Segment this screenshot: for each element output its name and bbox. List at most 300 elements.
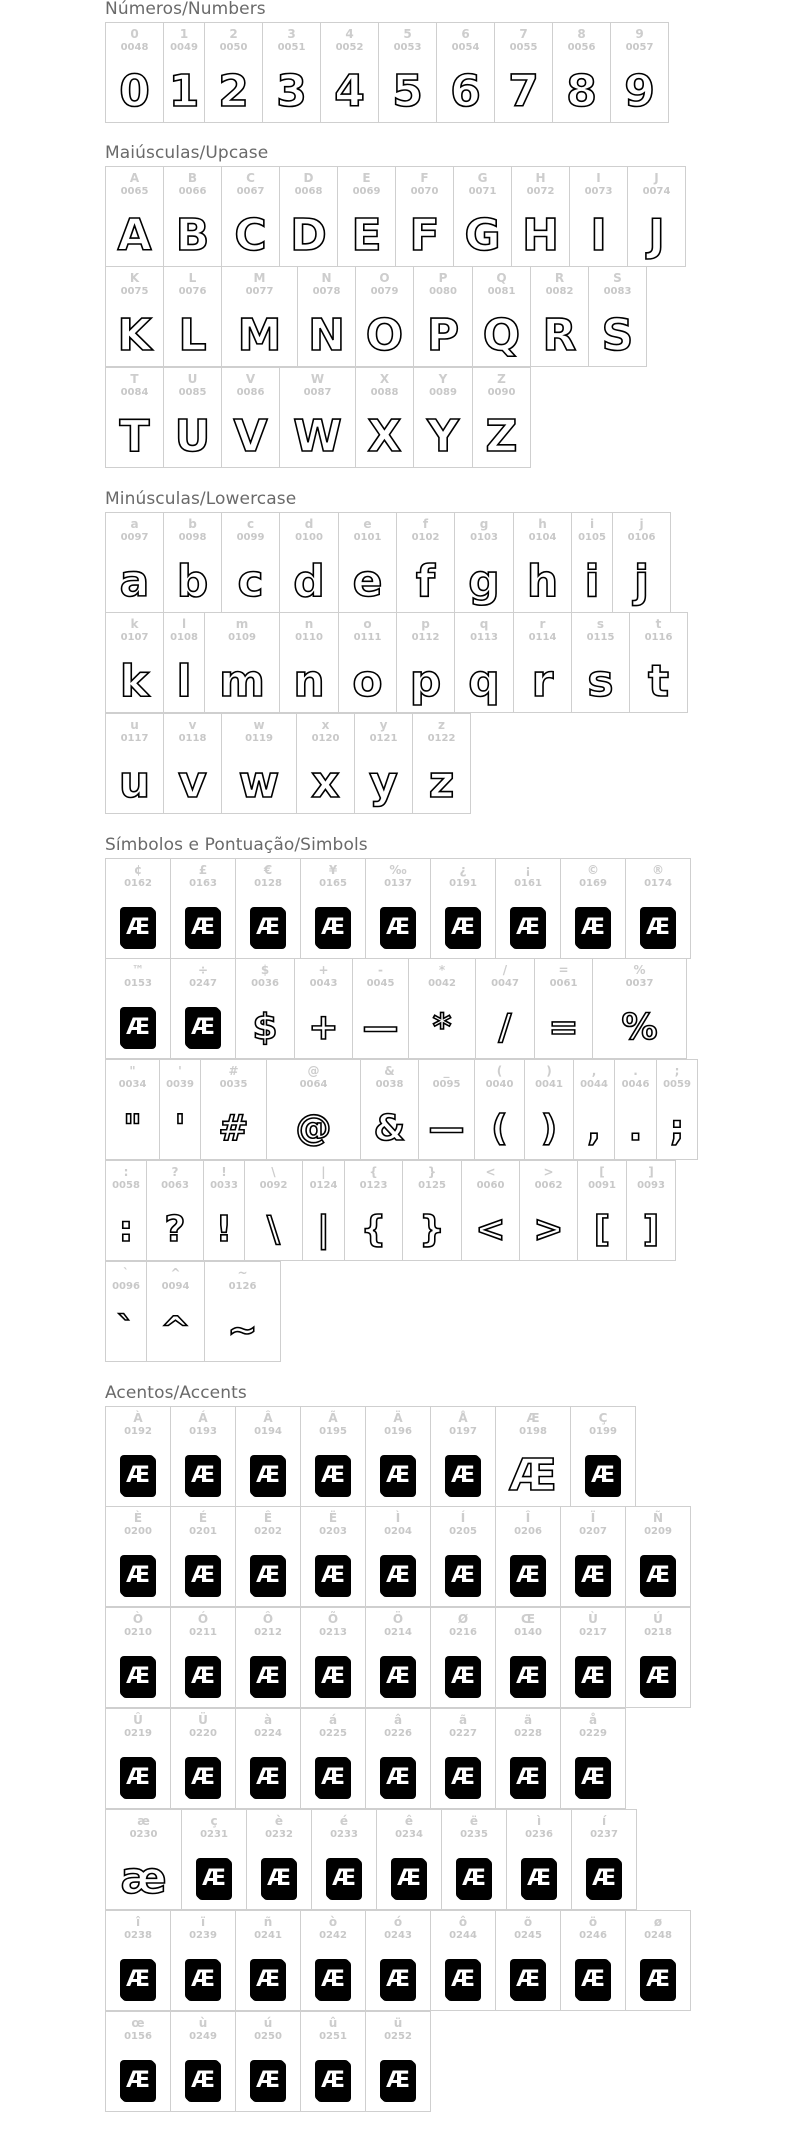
glyph-preview: 9	[624, 66, 655, 117]
glyph-cell[interactable]	[495, 1406, 571, 1507]
glyph-cell[interactable]	[365, 1506, 431, 1607]
glyph-cell[interactable]	[297, 266, 356, 367]
glyph-row	[105, 1810, 698, 1911]
glyph-cell[interactable]	[105, 958, 171, 1059]
glyph-cell[interactable]	[163, 266, 222, 367]
glyph-cell[interactable]	[300, 1607, 366, 1708]
char-code-label: 0128	[254, 878, 282, 889]
missing-glyph-stamp: Æ	[512, 1961, 544, 1999]
character-label: Ã	[328, 1411, 338, 1425]
glyph-cell[interactable]	[365, 1708, 431, 1809]
missing-glyph-stamp: Æ	[252, 1961, 284, 1999]
glyph-cell[interactable]	[221, 266, 298, 367]
glyph-cell[interactable]	[170, 1406, 236, 1507]
glyph-preview: %	[621, 1007, 658, 1048]
missing-glyph-icon	[561, 1654, 625, 1700]
glyph-cell[interactable]	[396, 512, 455, 613]
glyph-cell[interactable]	[365, 1406, 431, 1507]
glyph-cell[interactable]	[396, 612, 455, 713]
glyph-cell[interactable]	[560, 1910, 626, 2011]
glyph-cell[interactable]	[629, 612, 688, 713]
glyph-row	[105, 368, 698, 469]
char-code-label: 0091	[588, 1180, 616, 1191]
glyph-cell[interactable]	[355, 367, 414, 468]
character-label: ê	[404, 1814, 414, 1828]
char-code-label: 0084	[120, 387, 149, 398]
glyph-cell[interactable]	[461, 1160, 520, 1261]
glyph-cell[interactable]	[472, 266, 531, 367]
glyph-cell[interactable]	[235, 958, 295, 1059]
glyph-cell[interactable]	[302, 1160, 345, 1261]
glyph-cell[interactable]	[560, 1708, 626, 1809]
glyph-preview: 4	[334, 66, 365, 117]
glyph-preview: (	[491, 1108, 508, 1149]
char-code-label: 0087	[303, 387, 332, 398]
glyph-cell[interactable]	[279, 512, 339, 613]
glyph-cell[interactable]	[430, 858, 496, 959]
char-code-label: 0079	[370, 286, 399, 297]
char-code-label: 0071	[468, 186, 497, 197]
glyph-preview: u	[118, 757, 151, 808]
char-code-label: 0106	[627, 532, 656, 543]
character-label: Ú	[653, 1612, 663, 1626]
char-code-label: 0067	[236, 186, 265, 197]
missing-glyph-stamp: Æ	[577, 1961, 609, 1999]
glyph-cell[interactable]	[105, 22, 164, 123]
glyph-cell[interactable]	[105, 1708, 171, 1809]
glyph-cell[interactable]	[300, 1708, 366, 1809]
glyph-cell[interactable]	[524, 1059, 574, 1160]
missing-glyph-icon	[236, 1654, 300, 1700]
glyph-cell[interactable]	[221, 166, 280, 267]
glyph-cell[interactable]	[430, 1406, 496, 1507]
glyph-cell[interactable]	[163, 713, 222, 814]
glyph-cell[interactable]	[571, 512, 613, 613]
glyph-cell[interactable]	[495, 1708, 561, 1809]
glyph-cell[interactable]	[365, 1607, 431, 1708]
glyph-preview: e	[352, 556, 383, 607]
glyph-cell[interactable]	[376, 1809, 442, 1910]
missing-glyph-stamp: Æ	[642, 1961, 674, 1999]
glyph-cell[interactable]	[352, 958, 409, 1059]
glyph-preview: i	[584, 556, 600, 607]
glyph-preview: o	[352, 656, 383, 707]
glyph-cell[interactable]	[300, 858, 366, 959]
char-code-label: 0100	[295, 532, 323, 543]
character-label: ¥	[328, 863, 338, 877]
character-label: Ñ	[652, 1511, 664, 1525]
glyph-preview: S	[601, 310, 634, 361]
glyph-cell[interactable]	[511, 166, 570, 267]
glyph-cell[interactable]	[105, 1261, 147, 1362]
missing-glyph-stamp: Æ	[263, 1860, 295, 1898]
char-code-label: 0040	[485, 1079, 514, 1090]
glyph-cell[interactable]	[105, 612, 164, 713]
glyph-cell[interactable]	[320, 22, 379, 123]
glyph-cell[interactable]	[105, 166, 164, 267]
char-code-label: 0082	[545, 286, 574, 297]
glyph-row	[105, 1060, 698, 1161]
glyph-cell[interactable]	[570, 1406, 636, 1507]
glyph-cell[interactable]	[170, 958, 236, 1059]
glyph-cell[interactable]	[235, 1910, 301, 2011]
char-code-label: 0200	[124, 1526, 152, 1537]
character-label: â	[393, 1713, 403, 1727]
glyph-cell[interactable]	[311, 1809, 377, 1910]
glyph-preview: *	[432, 1007, 452, 1048]
glyph-cell[interactable]	[454, 512, 514, 613]
character-label: ÷	[197, 963, 209, 977]
glyph-cell[interactable]	[163, 22, 205, 123]
glyph-cell[interactable]	[221, 367, 280, 468]
glyph-cell[interactable]	[105, 1406, 171, 1507]
character-label: @	[307, 1064, 320, 1078]
glyph-cell[interactable]	[235, 858, 301, 959]
glyph-cell[interactable]	[656, 1059, 698, 1160]
glyph-cell[interactable]	[577, 1160, 627, 1261]
glyph-preview: F	[409, 210, 440, 261]
glyph-cell[interactable]	[413, 266, 473, 367]
glyph-cell[interactable]	[413, 367, 473, 468]
glyph-row	[105, 1507, 698, 1608]
glyph-cell[interactable]	[530, 266, 589, 367]
missing-glyph-stamp: Æ	[382, 1658, 414, 1696]
glyph-cell[interactable]	[300, 1910, 366, 2011]
glyph-preview: #	[218, 1108, 249, 1149]
missing-glyph-icon	[171, 1957, 235, 2003]
char-code-label: 0249	[189, 2031, 217, 2042]
glyph-cell[interactable]	[338, 512, 397, 613]
glyph-cell[interactable]	[355, 266, 414, 367]
char-code-label: 0060	[476, 1180, 505, 1191]
glyph-cell[interactable]	[170, 1708, 236, 1809]
glyph-cell[interactable]	[453, 166, 512, 267]
missing-glyph-icon	[366, 1957, 430, 2003]
glyph-preview: Y	[427, 411, 459, 462]
glyph-cell[interactable]	[170, 858, 236, 959]
glyph-cell[interactable]	[592, 958, 687, 1059]
glyph-cell[interactable]	[560, 1607, 626, 1708]
char-code-label: 0122	[427, 733, 456, 744]
glyph-cell[interactable]	[105, 713, 164, 814]
glyph-cell[interactable]	[204, 1261, 281, 1362]
glyph-cell[interactable]	[344, 1160, 403, 1261]
char-code-label: 0125	[418, 1180, 446, 1191]
missing-glyph-stamp: Æ	[577, 1557, 609, 1595]
glyph-preview: ,	[587, 1108, 601, 1149]
missing-glyph-stamp: Æ	[447, 1457, 479, 1495]
glyph-cell[interactable]	[454, 612, 514, 713]
character-label: Ë	[328, 1511, 338, 1525]
character-label: O	[379, 271, 390, 285]
glyph-cell[interactable]	[296, 713, 355, 814]
glyph-cell[interactable]	[170, 1607, 236, 1708]
character-label: t	[655, 617, 662, 631]
character-label: U	[187, 372, 198, 386]
character-label: _	[443, 1064, 450, 1078]
char-code-label: 0216	[449, 1627, 477, 1638]
glyph-cell[interactable]	[105, 367, 164, 468]
glyph-cell[interactable]	[279, 166, 338, 267]
glyph-cell[interactable]	[244, 1160, 303, 1261]
glyph-cell[interactable]	[430, 1506, 496, 1607]
glyph-cell[interactable]	[163, 166, 222, 267]
glyph-cell[interactable]	[436, 22, 495, 123]
character-label: Ä	[393, 1411, 403, 1425]
glyph-cell[interactable]	[105, 2011, 171, 2112]
glyph-cell[interactable]	[495, 858, 561, 959]
character-label: Z	[497, 372, 506, 386]
glyph-cell[interactable]	[495, 1910, 561, 2011]
char-code-label: 0077	[245, 286, 274, 297]
char-code-label: 0124	[309, 1180, 338, 1191]
glyph-cell[interactable]	[159, 1059, 201, 1160]
char-code-label: 0218	[644, 1627, 672, 1638]
char-code-label: 0105	[578, 532, 606, 543]
missing-glyph-icon	[366, 1553, 430, 1599]
glyph-cell[interactable]	[494, 22, 553, 123]
glyph-preview: ;	[669, 1108, 685, 1149]
glyph-preview: .	[628, 1108, 643, 1149]
glyph-cell[interactable]	[402, 1160, 462, 1261]
glyph-cell[interactable]	[495, 1607, 561, 1708]
glyph-cell[interactable]	[560, 858, 626, 959]
glyph-cell[interactable]	[105, 1809, 182, 1910]
glyph-cell[interactable]	[378, 22, 437, 123]
char-code-label: 0037	[625, 978, 654, 989]
glyph-cell[interactable]	[105, 1059, 160, 1160]
char-code-label: 0169	[579, 878, 607, 889]
character-label: ì	[536, 1814, 542, 1828]
glyph-preview: R	[542, 310, 577, 361]
missing-glyph-stamp: Æ	[642, 1557, 674, 1595]
glyph-cell[interactable]	[279, 612, 339, 713]
character-label: Ê	[263, 1511, 273, 1525]
character-label: H	[535, 171, 546, 185]
glyph-cell[interactable]	[418, 1059, 475, 1160]
missing-glyph-icon	[171, 905, 235, 951]
glyph-cell[interactable]	[430, 1910, 496, 2011]
glyph-cell[interactable]	[569, 166, 628, 267]
character-label: h	[538, 517, 547, 531]
char-code-label: 0137	[384, 878, 412, 889]
missing-glyph-stamp: Æ	[187, 1961, 219, 1999]
char-code-label: 0078	[312, 286, 341, 297]
character-label: ¢	[133, 863, 143, 877]
glyph-cell[interactable]	[146, 1160, 204, 1261]
character-label: u	[130, 718, 139, 732]
character-label: }	[427, 1165, 437, 1179]
char-code-label: 0093	[637, 1180, 665, 1191]
character-label: {	[369, 1165, 378, 1179]
glyph-cell[interactable]	[441, 1809, 507, 1910]
glyph-cell[interactable]	[105, 1506, 171, 1607]
missing-glyph-stamp: Æ	[187, 1759, 219, 1797]
glyph-cell[interactable]	[221, 512, 280, 613]
glyph-row	[105, 2012, 698, 2113]
glyph-preview: >	[533, 1209, 564, 1250]
glyph-cell[interactable]	[170, 1506, 236, 1607]
glyph-cell[interactable]	[235, 1607, 301, 1708]
glyph-preview: b	[176, 556, 209, 607]
char-code-label: 0229	[579, 1728, 607, 1739]
character-label: K	[129, 271, 140, 285]
glyph-cell[interactable]	[235, 1708, 301, 1809]
glyph-preview: C	[234, 210, 267, 261]
glyph-cell[interactable]	[430, 1607, 496, 1708]
char-code-label: 0109	[228, 632, 256, 643]
character-label: á	[328, 1713, 338, 1727]
glyph-cell[interactable]	[235, 2011, 301, 2112]
glyph-cell[interactable]	[266, 1059, 361, 1160]
glyph-cell[interactable]	[300, 1406, 366, 1507]
glyph-cell[interactable]	[612, 512, 671, 613]
character-label: ,	[591, 1064, 597, 1078]
glyph-cell[interactable]	[163, 512, 222, 613]
character-label: Ì	[395, 1511, 401, 1525]
glyph-cell[interactable]	[262, 22, 321, 123]
font-character-map	[105, 0, 698, 2134]
missing-glyph-icon	[236, 2058, 300, 2104]
missing-glyph-icon	[301, 1553, 365, 1599]
missing-glyph-stamp: Æ	[198, 1860, 230, 1898]
missing-glyph-icon	[561, 1957, 625, 2003]
glyph-cell[interactable]	[626, 1160, 676, 1261]
glyph-cell[interactable]	[105, 1607, 171, 1708]
glyph-cell[interactable]	[534, 958, 593, 1059]
glyph-cell[interactable]	[105, 512, 164, 613]
char-code-label: 0206	[514, 1526, 542, 1537]
character-label: Í	[460, 1511, 466, 1525]
glyph-cell[interactable]	[475, 958, 535, 1059]
character-label: "	[129, 1064, 136, 1078]
glyph-cell[interactable]	[200, 1059, 267, 1160]
glyph-cell[interactable]	[625, 1506, 691, 1607]
glyph-cell[interactable]	[181, 1809, 247, 1910]
glyph-cell[interactable]	[625, 858, 691, 959]
glyph-cell[interactable]	[614, 1059, 657, 1160]
glyph-cell[interactable]	[560, 1506, 626, 1607]
char-code-label: 0248	[644, 1930, 672, 1941]
missing-glyph-stamp: Æ	[122, 1658, 154, 1696]
char-code-label: 0068	[294, 186, 323, 197]
glyph-preview: g	[468, 556, 500, 607]
glyph-cell[interactable]	[235, 1406, 301, 1507]
character-label: |	[321, 1165, 326, 1179]
missing-glyph-icon	[106, 1755, 170, 1801]
char-code-label: 0119	[245, 733, 273, 744]
glyph-cell[interactable]	[513, 512, 572, 613]
glyph-preview: c	[237, 556, 264, 607]
missing-glyph-icon	[431, 1453, 495, 1499]
glyph-cell[interactable]	[571, 1809, 637, 1910]
glyph-cell[interactable]	[279, 367, 356, 468]
glyph-cell[interactable]	[365, 1910, 431, 2011]
glyph-cell[interactable]	[552, 22, 611, 123]
glyph-cell[interactable]	[338, 612, 397, 713]
glyph-cell[interactable]	[412, 713, 471, 814]
missing-glyph-stamp: Æ	[187, 909, 219, 947]
character-label: Ö	[392, 1612, 404, 1626]
glyph-cell[interactable]	[300, 2011, 366, 2112]
glyph-cell[interactable]	[203, 1160, 245, 1261]
glyph-cell[interactable]	[105, 858, 171, 959]
missing-glyph-icon	[626, 1553, 690, 1599]
character-label: p	[421, 617, 430, 631]
char-code-label: 0107	[120, 632, 149, 643]
glyph-cell[interactable]	[146, 1261, 205, 1362]
glyph-preview: $	[252, 1007, 278, 1048]
missing-glyph-icon	[236, 1957, 300, 2003]
glyph-cell[interactable]	[163, 612, 205, 713]
glyph-cell[interactable]	[627, 166, 686, 267]
glyph-cell[interactable]	[588, 266, 647, 367]
glyph-cell[interactable]	[300, 1506, 366, 1607]
glyph-cell[interactable]	[430, 1708, 496, 1809]
char-code-label: 0210	[124, 1627, 152, 1638]
glyph-cell[interactable]	[495, 1506, 561, 1607]
missing-glyph-stamp: Æ	[447, 1759, 479, 1797]
glyph-cell[interactable]	[472, 367, 531, 468]
character-label: !	[221, 1165, 227, 1179]
missing-glyph-icon	[431, 1553, 495, 1599]
char-code-label: 0096	[112, 1281, 140, 1292]
glyph-cell[interactable]	[610, 22, 669, 123]
glyph-cell[interactable]	[573, 1059, 615, 1160]
glyph-cell[interactable]	[365, 2011, 431, 2112]
character-label: W	[310, 372, 325, 386]
glyph-cell[interactable]	[506, 1809, 572, 1910]
char-code-label: 0193	[189, 1426, 217, 1437]
glyph-cell[interactable]	[170, 1910, 236, 2011]
glyph-row	[105, 267, 698, 368]
glyph-cell[interactable]	[105, 1910, 171, 2011]
missing-glyph-icon	[106, 905, 170, 951]
glyph-cell[interactable]	[221, 713, 297, 814]
glyph-cell[interactable]	[395, 166, 454, 267]
missing-glyph-stamp: Æ	[187, 1557, 219, 1595]
glyph-cell[interactable]	[235, 1506, 301, 1607]
glyph-cell[interactable]	[408, 958, 476, 1059]
character-label: v	[188, 718, 197, 732]
glyph-cell[interactable]	[105, 266, 164, 367]
glyph-cell[interactable]	[625, 1910, 691, 2011]
missing-glyph-icon	[171, 2058, 235, 2104]
glyph-cell[interactable]	[170, 2011, 236, 2112]
character-label: `	[123, 1266, 129, 1280]
glyph-cell[interactable]	[246, 1809, 312, 1910]
glyph-cell[interactable]	[294, 958, 353, 1059]
glyph-cell[interactable]	[337, 166, 396, 267]
glyph-cell[interactable]	[163, 367, 222, 468]
glyph-cell[interactable]	[513, 612, 572, 713]
glyph-preview: `	[117, 1310, 135, 1351]
glyph-cell[interactable]	[360, 1059, 419, 1160]
glyph-cell[interactable]	[204, 22, 263, 123]
char-code-label: 0112	[411, 632, 440, 643]
char-code-label: 0113	[470, 632, 498, 643]
char-code-label: 0039	[166, 1079, 194, 1090]
glyph-cell[interactable]	[519, 1160, 578, 1261]
char-code-label: 0235	[460, 1829, 488, 1840]
glyph-cell[interactable]	[354, 713, 413, 814]
glyph-cell[interactable]	[625, 1607, 691, 1708]
glyph-cell[interactable]	[365, 858, 431, 959]
glyph-cell[interactable]	[474, 1059, 525, 1160]
glyph-cell[interactable]	[204, 612, 280, 713]
glyph-cell[interactable]	[571, 612, 630, 713]
glyph-cell[interactable]	[105, 1160, 147, 1261]
